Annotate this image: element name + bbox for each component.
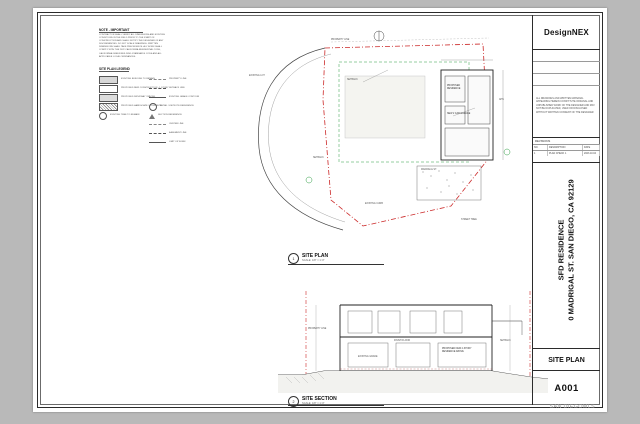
legend-item: [149, 138, 205, 147]
svg-text:NEW 2 CAR GARAGE: NEW 2 CAR GARAGE: [447, 113, 471, 115]
notes-underline: [99, 32, 143, 33]
revision-col-date: DATE: [583, 145, 600, 150]
drawing-sheet: [33, 8, 607, 412]
legend-label: EXISTING TREE TO REMAIN: [110, 114, 140, 116]
sheet-name-box: [533, 348, 600, 371]
legend-label: PROPOSED NEW CONSTRUCTION - 1 STORY: [121, 87, 169, 89]
svg-text:PROPERTY LINE: PROPERTY LINE: [308, 328, 327, 330]
revision-no: 1: [533, 151, 548, 156]
svg-text:SETBACK: SETBACK: [500, 340, 511, 342]
legend-label: EASEMENT LINE: [169, 132, 187, 134]
svg-text:RESIDENCE: RESIDENCE: [447, 88, 461, 90]
legend-item: [149, 93, 205, 102]
legend-item: [149, 84, 205, 93]
designer-logo-text: DesignNEX: [544, 27, 589, 37]
svg-text:PROPERTY LINE: PROPERTY LINE: [331, 39, 350, 41]
site-plan-title-block: [288, 253, 328, 264]
section-reference-icon: [149, 113, 155, 119]
sheet-name: SITE PLAN: [548, 356, 585, 364]
detail-number: 2: [288, 396, 299, 407]
legend-swatch-existing-building: [99, 76, 118, 84]
title-block-rule: [533, 61, 600, 62]
legend-swatch-new-construction: [99, 85, 118, 93]
project-name: SFD RESIDENCE: [556, 219, 566, 281]
site-section-title-underline: [288, 405, 384, 406]
legend-item: [149, 129, 205, 138]
legend-label: EXISTING BUILDING TO REMAIN: [121, 78, 155, 80]
site-section-title: SITE SECTION: [302, 396, 337, 402]
revision-table-title: REVISIONS: [535, 139, 551, 143]
project-info: [533, 180, 600, 320]
svg-text:PROPOSED: PROPOSED: [447, 85, 461, 87]
legend-label: PROPOSED DRIVEWAY / PAVING: [121, 96, 156, 98]
tree-icon: [99, 112, 107, 120]
sheet-number: A001: [554, 382, 579, 394]
legend-item: [149, 75, 205, 84]
site-section-drawing: [278, 283, 548, 393]
legend-column-right: [149, 75, 205, 147]
property-line-icon: [149, 79, 166, 80]
legend-item: [149, 102, 205, 111]
svg-text:RESIDENCE ABOVE: RESIDENCE ABOVE: [442, 351, 464, 353]
svg-text:EXISTING CURB: EXISTING CURB: [365, 203, 383, 205]
sheet-number-box: [533, 370, 600, 405]
svg-text:MADRIGAL ST.: MADRIGAL ST.: [421, 169, 437, 171]
revision-col-no: NO.: [533, 145, 548, 150]
contour-line-icon: [149, 97, 166, 98]
notes-body: CONTRACTOR SHALL VERIFY ALL DIMENSIONS AND EXISTING CONDITIONS IN THE FIELD PRIOR TO THE START OF CONSTRUCTION AND SHALL NOTIFY THE DESIGNER OF ANY DISCREPANCIES. DO NOT SCALE DRAWINGS. WRITTEN DIMENSIONS SHALL TAKE PRECEDENCE. ALL WORK SHALL COMPLY WITH THE 2022 CALIFORNIA RESIDENTIAL CODE, CALIFORNIA GREEN BUILDING STANDARDS CODE AND ALL APPLICABLE LOCAL ORDINANCES.: [99, 34, 166, 58]
legend-item: [149, 120, 205, 129]
watermark: SAN DIEGOMLS: [549, 404, 595, 410]
svg-text:EXISTING GRADE: EXISTING GRADE: [358, 356, 378, 358]
center-line-icon: [149, 124, 166, 125]
svg-text:FINISH FLOOR: FINISH FLOOR: [394, 340, 411, 342]
title-block-rule: [533, 73, 600, 74]
legend-label: DETAIL / KEYNOTE REFERENCE: [160, 105, 194, 107]
legend-label: LIMIT OF WORK: [169, 141, 186, 143]
svg-text:EXISTING LOT: EXISTING LOT: [249, 75, 265, 77]
legend-item: [149, 111, 205, 120]
designer-logo: [533, 15, 600, 50]
easement-line-icon: [149, 133, 166, 134]
notes-heading: NOTE - IMPORTANT: [99, 28, 130, 32]
title-block-rule: [533, 85, 600, 86]
legend-label: SECTION REFERENCE: [158, 114, 182, 116]
table-row: [533, 150, 600, 156]
legend-label: SETBACK LINE: [169, 87, 185, 89]
site-plan-title: SITE PLAN: [302, 253, 329, 259]
legend-label: PROPOSED HARDSCAPE / CONCRETE: [121, 105, 162, 107]
revision-col-description: DESCRIPTION: [548, 145, 583, 150]
svg-text:SETBACK: SETBACK: [347, 79, 358, 81]
site-plan-annotations: [213, 30, 523, 245]
legend-label: EXISTING GRADE CONTOUR: [169, 96, 200, 98]
limit-of-work-icon: [149, 142, 166, 143]
legend-swatch-hardscape: [99, 103, 118, 111]
site-plan-drawing: [213, 30, 523, 245]
site-section-annotations: [278, 283, 548, 393]
legend-heading: SITE PLAN LEGEND: [99, 67, 130, 71]
revision-description: PLAN CHECK 1: [548, 151, 583, 156]
keynote-icon: [149, 103, 157, 111]
setback-line-icon: [149, 88, 166, 89]
detail-number: 1: [288, 253, 299, 264]
site-plan-scale: SCALE: 1/8" = 1'-0": [302, 259, 325, 262]
revision-table: [533, 137, 600, 163]
title-block: [532, 15, 600, 405]
copyright-note: ALL DRAWINGS AND WRITTEN MATERIAL APPEARING HEREIN CONSTITUTE ORIGINAL AND UNPUBLISHED WORK OF THE DESIGNER AND MAY NOT BE DUPLICATED, USED OR DISCLOSED WITHOUT WRITTEN CONSENT OF THE DESIGNER.: [536, 97, 595, 114]
legend-label: CENTER LINE: [169, 123, 184, 125]
revision-table-header: [533, 144, 600, 150]
svg-text:PROPOSED NEW 2-STORY: PROPOSED NEW 2-STORY: [442, 348, 472, 350]
site-section-scale: SCALE: 1/8" = 1'-0": [302, 402, 325, 405]
svg-text:SETBACK: SETBACK: [313, 157, 324, 159]
revision-date: 2023.10.04: [583, 151, 600, 156]
project-address: 0 MADRIGAL ST. SAN DIEGO, CA 92129: [566, 179, 576, 321]
site-plan-title-underline: [288, 264, 384, 265]
svg-text:STREET TREE: STREET TREE: [461, 219, 477, 221]
legend-underline: [99, 71, 129, 72]
legend-label: PROPERTY LINE: [169, 78, 187, 80]
svg-text:APN: APN: [499, 99, 504, 101]
legend-swatch-driveway: [99, 94, 118, 102]
